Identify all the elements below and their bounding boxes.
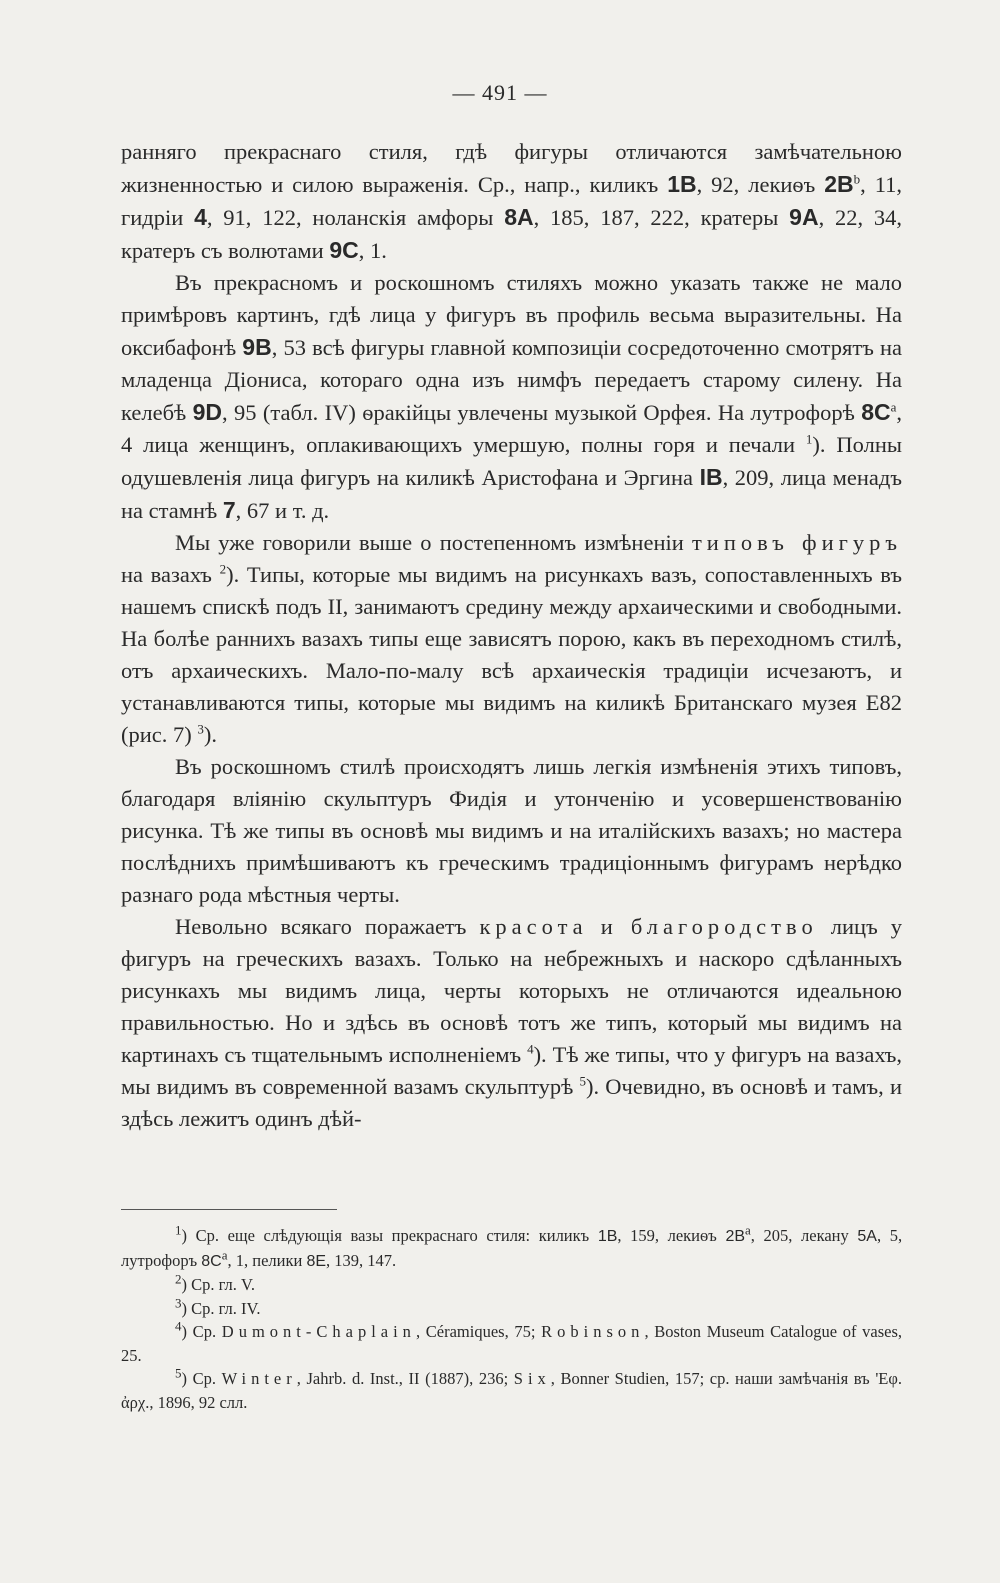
spaced-emphasis: благородство [630, 914, 818, 939]
spaced-emphasis: красота [479, 914, 588, 939]
footnotes [121, 1224, 902, 1414]
paragraph-2: Въ прекрасномъ и роскошномъ стиляхъ можно указать также не мало примѣровъ картинъ, гдѣ лица у фигуръ въ профиль весьма выразительны. На оксибафонѣ 9B, 53 всѣ фигуры главной композиціи сосредоточенно смотрятъ на младенца Діониса, котораго одна изъ нимфъ передаетъ старому силену. На келебѣ 9D, 95 (табл. IV) ѳракійцы увлечены музыкой Орфея. На лутрофорѣ $8C^a$, 4 лица женщинъ, оплакивающихъ умершую, полны горя и печали $^1$). Полны одушевленія лица фигуръ на киликѣ Аристофана и Эргина IB, 209, лица менадъ на стамнѣ 7, 67 и т. д. [121, 270, 903, 523]
footnote-4: $^4$) Ср. Dumont-Chaplain, Céramiques, 75; Robinson, Boston Museum Catalogue of vases, 25. [121, 1318, 903, 1365]
vase-ref: 8A [504, 204, 534, 230]
footnote-ref: 1 [805, 431, 813, 447]
paragraph-1: ранняго прекраснаго стиля, гдѣ фигуры отличаются замѣчательною жизненностью и силою выраженія. Ср., напр., киликъ 1B, 92, лекиѳъ $2B^b$, 11, гидріи 4, 91, 122, ноланскія амфоры 8A, 185, 187, 222, кратеры 9A, 22, 34, кратеръ съ волютами 9C, 1. [121, 139, 903, 263]
spaced-emphasis: типовъ фигуръ [691, 530, 902, 555]
footnote-divider [121, 1209, 337, 1210]
body-text [121, 136, 902, 1135]
vase-ref: 8C [861, 399, 891, 425]
footnote-ref: 4 [527, 1041, 534, 1057]
page-number: — 491 — [452, 80, 548, 105]
footnote-ref: 5 [579, 1073, 586, 1089]
paragraph-5: Невольно всякаго поражаетъ красота и благородство лицъ у фигуръ на греческихъ вазахъ. Только на небрежныхъ и наскоро сдѣланныхъ рисункахъ мы видимъ лица, черты которыхъ не отличаются идеальною правильностью. Но и здѣсь въ основѣ тотъ же типъ, который мы видимъ на картинахъ съ тщательнымъ исполненіемъ $^4$). Тѣ же типы, что у фигуръ на вазахъ, мы видимъ въ современной вазамъ скульптурѣ $^5$). Очевидно, въ основѣ и тамъ, и здѣсь лежитъ одинъ дѣй- [121, 914, 903, 1131]
vase-ref: IB [699, 464, 723, 490]
vase-ref: 9C [329, 237, 359, 263]
footnote-5: $^5$) Ср. Winter, Jahrb. d. Inst., II (1887), 236; Six, Bonner Studien, 157; ср. наши замѣчанія въ 'Εφ. ἀρχ., 1896, 92 слл. [121, 1365, 903, 1412]
vase-ref: 4 [194, 204, 207, 230]
vase-ref: 9B [242, 334, 272, 360]
footnote-1: $^1$) Ср. еще слѣдующія вазы прекраснаго стиля: киликъ 1B, 159, лекиѳъ $2B^a$, 205, лекану 5A, 5, лутрофоръ $8C^a$, 1, пелики 8E, 139, 147. [121, 1222, 903, 1270]
vase-ref: 7 [222, 497, 236, 523]
vase-ref: 2B [824, 171, 854, 197]
vase-ref: 1B [667, 171, 697, 197]
footnote-ref: 2 [219, 561, 227, 577]
footnote-ref: 3 [197, 721, 204, 737]
vase-ref: 9D [192, 399, 223, 425]
footnote-2: $^2$) Ср. гл. V. [175, 1271, 255, 1294]
paragraph-3: Мы уже говорили выше о постепенномъ измѣненіи типовъ фигуръ на вазахъ $^2$). Типы, которые мы видимъ на рисункахъ вазъ, сопоставленныхъ въ нашемъ спискѣ подъ II, занимаютъ средину между архаическими и свободными. На болѣе раннихъ вазахъ типы еще зависятъ порою, какъ въ переходномъ стилѣ, отъ архаическихъ. Мало-по-малу всѣ архаическія традиціи исчезаютъ, и устанавливаются типы, которые мы видимъ на киликѣ Британскаго музея E82 (рис. 7) $^3$). [121, 530, 903, 747]
vase-ref: 9A [789, 204, 819, 230]
paragraph-4: Въ роскошномъ стилѣ происходятъ лишь легкія измѣненія этихъ типовъ, благодаря вліянію скульптуръ Фидія и утонченію и усовершенствованію рисунка. Тѣ же типы въ основѣ мы видимъ и на италійскихъ вазахъ; но мастера послѣднихъ примѣшиваютъ къ греческимъ традиціоннымъ фигурамъ нерѣдко разнаго рода мѣстныя черты. [121, 754, 902, 907]
footnote-3: $^3$) Ср. гл. IV. [175, 1295, 261, 1318]
